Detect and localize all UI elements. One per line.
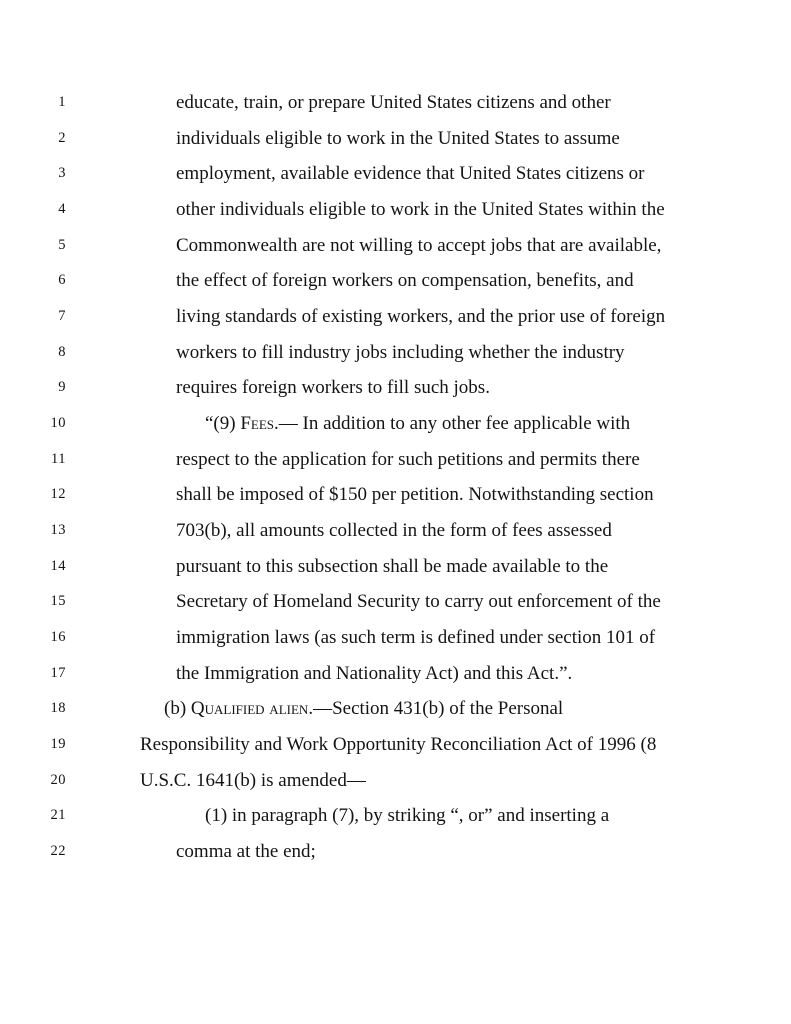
text-segment: .— In addition to any other fee applicable with [274,413,631,435]
text-segment: Responsibility and Work Opportunity Reconciliation Act of 1996 (8 [140,734,657,756]
line-number: 11 [51,450,66,467]
line-row [0,335,791,371]
line-text [66,228,661,264]
line-row [0,620,791,656]
line-row [0,549,791,585]
line-text [66,763,366,799]
line-text [66,691,563,727]
line-row [0,121,791,157]
line-text [66,620,655,656]
line-number: 7 [58,308,66,325]
line-row [0,263,791,299]
line-number: 18 [50,700,66,717]
line-row [0,798,791,834]
line-text [66,549,608,585]
line-row [0,299,791,335]
line-text [66,477,654,513]
line-row [0,477,791,513]
line-row [0,406,791,442]
text-segment: (1) in paragraph (7), by striking “, or” and inserting a [205,805,610,827]
line-text [66,85,611,121]
line-text [66,335,625,371]
text-segment: other individuals eligible to work in the United States within the [176,199,665,221]
line-number: 19 [50,736,66,753]
line-number: 1 [58,94,66,110]
text-segment: .—Section 431(b) of the Personal [308,698,564,720]
text-segment: requires foreign workers to fill such jobs. [176,377,490,399]
line-row [0,156,791,192]
line-number: 17 [50,664,66,681]
line-text [66,656,572,692]
line-number: 14 [50,557,66,574]
line-number: 13 [50,522,66,539]
text-segment: workers to fill industry jobs including whether the industry [176,341,625,363]
smallcaps-text: Qualified alien [190,698,309,720]
text-segment: respect to the application for such petitions and permits there [176,448,640,470]
line-number: 3 [58,165,66,182]
text-segment: Secretary of Homeland Security to carry out enforcement of the [176,591,661,613]
line-number: 12 [50,486,66,503]
text-segment: “(9) [205,413,241,435]
line-number: 15 [50,593,66,610]
text-segment: comma at the end; [176,841,316,863]
line-text [66,727,656,763]
text-segment: immigration laws (as such term is defined under section 101 of [176,627,656,649]
text-segment: living standards of existing workers, and the prior use of foreign [176,306,666,328]
text-segment: shall be imposed of $150 per petition. Notwithstanding section [176,484,654,506]
line-row [0,370,791,406]
line-row [0,584,791,620]
line-number: 8 [58,343,66,360]
line-text [66,406,630,442]
line-number: 10 [50,415,66,432]
text-segment: pursuant to this subsection shall be made available to the [176,555,609,577]
text-segment: educate, train, or prepare United States citizens and other [176,92,611,113]
text-segment: the Immigration and Nationality Act) and this Act.”. [176,662,573,684]
line-text [66,263,634,299]
line-text [66,299,665,335]
text-segment: 703(b), all amounts collected in the form of fees assessed [176,520,612,542]
text-segment: employment, available evidence that United States citizens or [176,163,645,185]
line-number: 21 [50,807,66,824]
text-segment: individuals eligible to work in the United States to assume [176,127,620,149]
line-row [0,192,791,228]
line-number: 9 [58,379,66,396]
line-text [66,584,661,620]
line-row [0,656,791,692]
text-segment: the effect of foreign workers on compensation, benefits, and [176,270,634,292]
document-lines [0,85,791,870]
line-row [0,727,791,763]
text-segment: U.S.C. 1641(b) is amended— [140,769,366,791]
line-number: 4 [58,201,66,218]
line-number: 2 [58,129,66,146]
line-row [0,85,791,121]
text-segment: (b) [164,698,191,720]
line-text [66,834,316,870]
line-row [0,513,791,549]
line-text [66,442,640,478]
line-number: 6 [58,272,66,289]
smallcaps-text: Fees [240,413,275,435]
line-text [66,798,609,834]
line-row [0,691,791,727]
line-number: 22 [50,843,66,860]
line-number: 5 [58,236,66,253]
line-row [0,763,791,799]
line-number: 16 [50,629,66,646]
line-row [0,228,791,264]
text-segment: Commonwealth are not willing to accept jobs that are available, [176,234,662,256]
line-text [66,513,612,549]
line-text [66,121,620,157]
line-number: 20 [50,771,66,788]
line-text [66,370,490,406]
line-row [0,834,791,870]
line-text [66,192,665,228]
line-text [66,156,645,192]
line-row [0,442,791,478]
